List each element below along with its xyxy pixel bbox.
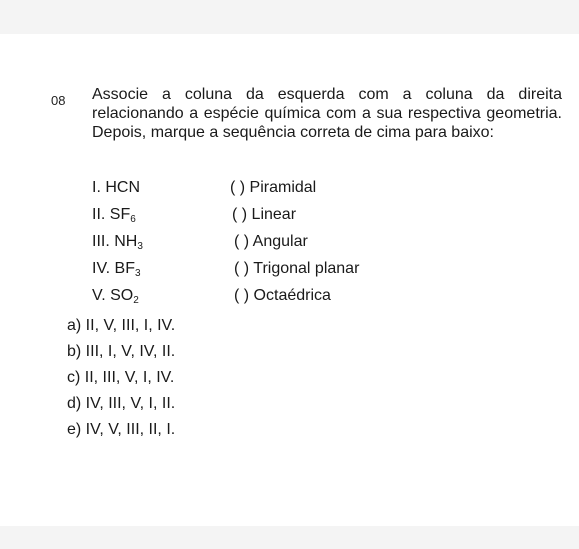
- match-row-2: [92, 204, 572, 226]
- top-band: [0, 0, 579, 34]
- geometry-5: ( ) Octaédrica: [234, 287, 331, 304]
- option-e[interactable]: e) IV, V, III, II, I.: [67, 421, 176, 438]
- match-row-3: [92, 231, 572, 253]
- option-c[interactable]: c) II, III, V, I, IV.: [67, 369, 175, 386]
- option-b[interactable]: b) III, I, V, IV, II.: [67, 343, 176, 360]
- geometry-4: ( ) Trigonal planar: [234, 260, 360, 277]
- species-2: II. $SF_6$: [92, 206, 136, 225]
- question-number: 08: [51, 93, 66, 108]
- geometry-3: ( ) Angular: [234, 233, 308, 250]
- question-stem: Associe a coluna da esquerda com a coluna da direita relacionando a espécie química com a sua respectiva geometria. Depois, marque a sequência correta de cima para baixo:: [92, 86, 562, 141]
- species-4: IV. $BF_3$: [92, 260, 141, 279]
- match-row-4: [92, 258, 572, 280]
- species-5: V. $SO_2$: [92, 287, 139, 306]
- species-3: III. $NH_3$: [92, 233, 143, 252]
- species-1: I. HCN: [92, 179, 140, 196]
- option-d[interactable]: d) IV, III, V, I, II.: [67, 395, 176, 412]
- geometry-1: ( ) Piramidal: [230, 179, 317, 196]
- geometry-2: ( ) Linear: [232, 206, 297, 223]
- match-row-1: [92, 177, 572, 199]
- match-row-5: [92, 285, 572, 307]
- option-a[interactable]: a) II, V, III, I, IV.: [67, 317, 176, 334]
- bottom-band: [0, 526, 579, 549]
